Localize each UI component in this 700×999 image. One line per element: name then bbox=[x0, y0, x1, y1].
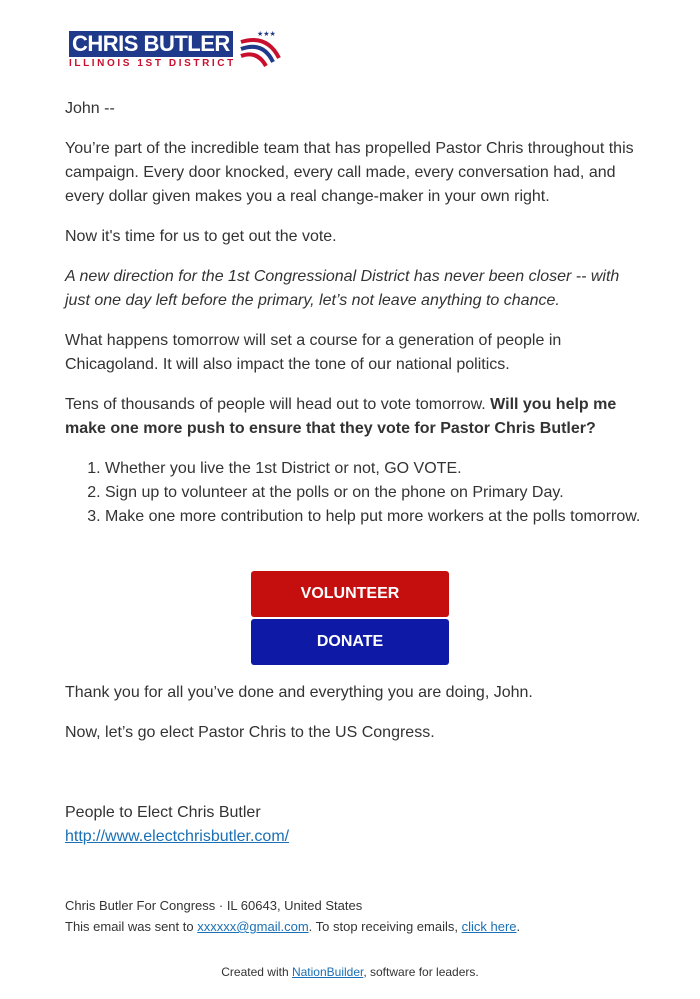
campaign-logo bbox=[69, 28, 284, 70]
footer-address: Chris Butler For Congress · IL 60643, United States bbox=[65, 898, 363, 913]
greeting: John -- bbox=[65, 100, 115, 117]
list-item: 1. Whether you live the 1st District or not, GO VOTE. bbox=[105, 457, 645, 481]
email-link[interactable]: xxxxxx@gmail.com bbox=[197, 919, 309, 934]
credit-prefix: Created with bbox=[221, 965, 292, 979]
footer-unsubscribe bbox=[65, 916, 645, 937]
sent-prefix: This email was sent to bbox=[65, 919, 198, 934]
credit-suffix: , software for leaders. bbox=[363, 965, 479, 979]
logo-name: CHRIS BUTLER bbox=[69, 31, 233, 57]
paragraph-intro: You’re part of the incredible team that has propelled Pastor Chris throughout this campaign. Every door knocked, every call made, every conversation had, and every dollar given makes you a real change-maker in your own right. bbox=[65, 140, 634, 205]
svg-text:★★★: ★★★ bbox=[257, 30, 276, 38]
signature-org: People to Elect Chris Butler bbox=[65, 804, 261, 821]
button-group bbox=[251, 571, 449, 665]
nationbuilder-link[interactable]: NationBuilder bbox=[291, 965, 364, 979]
paragraph-gotv: Now it's time for us to get out the vote. bbox=[65, 228, 337, 245]
stop-text: . To stop receiving emails, bbox=[308, 919, 462, 934]
list-item: 2. Sign up to volunteer at the polls or on the phone on Primary Day. bbox=[105, 481, 645, 505]
volunteer-button[interactable]: VOLUNTEER bbox=[251, 571, 449, 617]
paragraph-tomorrow: What happens tomorrow will set a course for a generation of people in Chicagoland. It will also impact the tone of our national politics. bbox=[65, 332, 562, 373]
donate-button[interactable]: DONATE bbox=[251, 619, 449, 665]
unsubscribe-link[interactable]: click here bbox=[461, 919, 517, 934]
push-text: Tens of thousands of people will head out to vote tomorrow. bbox=[65, 396, 491, 413]
paragraph-new-direction: A new direction for the 1st Congressional District has never been closer -- with just one day left before the primary, let’s not leave anything to chance. bbox=[65, 268, 620, 309]
paragraph-push bbox=[65, 393, 645, 441]
footer-period: . bbox=[516, 919, 521, 934]
flag-swoosh-icon bbox=[239, 28, 285, 68]
action-list bbox=[65, 457, 645, 529]
list-item: 3. Make one more contribution to help put more workers at the polls tomorrow. bbox=[105, 505, 645, 529]
nationbuilder-credit bbox=[0, 965, 700, 979]
website-link[interactable]: http://www.electchrisbutler.com/ bbox=[65, 828, 290, 845]
closing-text: Now, let’s go elect Pastor Chris to the US Congress. bbox=[65, 724, 435, 741]
push-question: Will you help me make one more push to ensure that they vote for Pastor Chris Butler? bbox=[65, 396, 617, 437]
email-body bbox=[65, 97, 645, 529]
thanks-text: Thank you for all you’ve done and everything you are doing, John. bbox=[65, 684, 533, 701]
logo-subtitle: ILLINOIS 1ST DISTRICT bbox=[69, 58, 236, 69]
